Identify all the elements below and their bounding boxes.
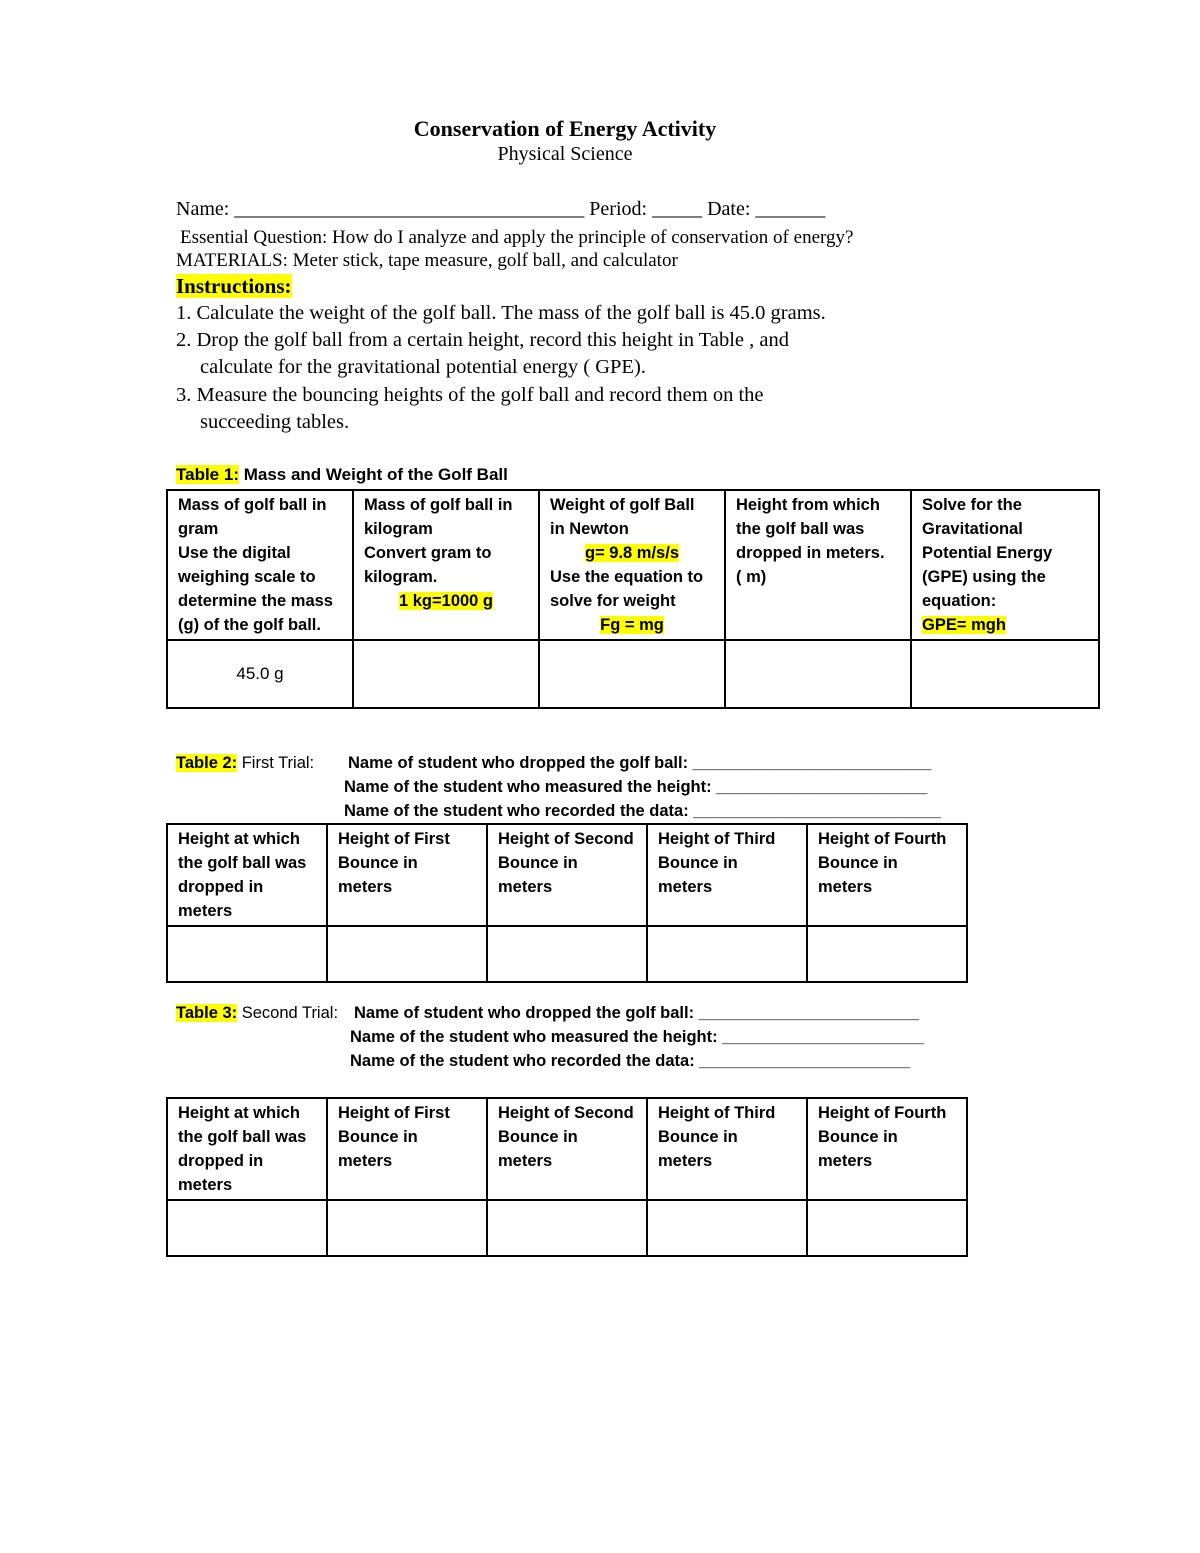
table2-trial: First Trial: <box>237 754 315 772</box>
weight-equation-highlight: Fg = mg <box>600 616 664 634</box>
table3-cell-first-bounce[interactable] <box>327 1200 487 1256</box>
instruction-step-3: 3. Measure the bouncing heights of the golf ball and record them on the <box>176 384 764 406</box>
table3-trial: Second Trial: <box>237 1004 339 1022</box>
materials: MATERIALS: Meter stick, tape measure, golf ball, and calculator <box>176 250 678 271</box>
table1-cell-height[interactable] <box>725 640 911 708</box>
table3-data-row <box>167 1200 967 1256</box>
instruction-step-1: 1. Calculate the weight of the golf ball. The mass of the golf ball is 45.0 grams. <box>176 302 826 324</box>
table2-data-row <box>167 926 967 982</box>
table2-header-drop-height: Height at which the golf ball was dropped in meters <box>167 824 327 926</box>
table3-cell-third-bounce[interactable] <box>647 1200 807 1256</box>
instruction-step-2: 2. Drop the golf ball from a certain height, record this height in Table , and <box>176 329 790 351</box>
table1-header-weight: Weight of golf Ball in Newton g= 9.8 m/s/s Use the equation to solve for weight Fg = mg <box>539 490 725 640</box>
table1-title: Mass and Weight of the Golf Ball <box>238 465 508 484</box>
table1-header-row <box>167 490 1099 640</box>
table3-header-first-bounce: Height of First Bounce in meters <box>327 1098 487 1200</box>
table1-label: Table 1: <box>176 465 239 484</box>
table3-cell-drop-height[interactable] <box>167 1200 327 1256</box>
gravity-highlight: g= 9.8 m/s/s <box>584 544 679 562</box>
table1-header-height: Height from which the golf ball was dropped in meters. ( m) <box>725 490 911 640</box>
conversion-highlight: 1 kg=1000 g <box>398 592 494 610</box>
table1-header-mass-gram: Mass of golf ball in gram Use the digital weighing scale to determine the mass (g) of the golf ball. <box>167 490 353 640</box>
table1-cell-gpe[interactable] <box>911 640 1099 708</box>
page-subtitle: Physical Science <box>497 143 633 165</box>
instruction-step-3-cont: succeeding tables. <box>200 411 350 433</box>
table2-header-fourth-bounce: Height of Fourth Bounce in meters <box>807 824 967 926</box>
table2 <box>166 823 968 983</box>
table2-measured-by: Name of the student who measured the height: _______________________ <box>344 778 928 796</box>
table1-header-mass-kg: Mass of golf ball in kilogram Convert gram to kilogram. 1 kg=1000 g <box>353 490 539 640</box>
table3-header-third-bounce: Height of Third Bounce in meters <box>647 1098 807 1200</box>
gpe-equation-highlight: GPE= mgh <box>922 616 1006 634</box>
table2-cell-third-bounce[interactable] <box>647 926 807 982</box>
table2-cell-drop-height[interactable] <box>167 926 327 982</box>
table3-measured-by: Name of the student who measured the height: ______________________ <box>350 1028 925 1046</box>
table3-label: Table 3: <box>176 1004 238 1022</box>
table2-cell-fourth-bounce[interactable] <box>807 926 967 982</box>
table1-data-row <box>167 640 1099 708</box>
table1-header-gpe: Solve for the Gravitational Potential Energy (GPE) using the equation: GPE= mgh <box>911 490 1099 640</box>
table3 <box>166 1097 968 1257</box>
table2-dropped-by: Name of student who dropped the golf ball: __________________________ <box>348 754 932 772</box>
table2-header-third-bounce: Height of Third Bounce in meters <box>647 824 807 926</box>
table2-recorded-by: Name of the student who recorded the data: ___________________________ <box>344 802 942 820</box>
table1-mass-value: 45.0 g <box>167 640 353 708</box>
table3-cell-second-bounce[interactable] <box>487 1200 647 1256</box>
table3-header-row <box>167 1098 967 1200</box>
page-title: Conservation of Energy Activity <box>413 116 717 141</box>
instruction-step-2-cont: calculate for the gravitational potential energy ( GPE). <box>200 356 646 378</box>
table3-header-drop-height: Height at which the golf ball was dropped in meters <box>167 1098 327 1200</box>
instructions-heading: Instructions: <box>176 274 292 298</box>
table2-header-row <box>167 824 967 926</box>
table1 <box>166 489 1100 709</box>
table2-label: Table 2: <box>176 754 238 772</box>
table2-cell-second-bounce[interactable] <box>487 926 647 982</box>
table3-cell-fourth-bounce[interactable] <box>807 1200 967 1256</box>
table3-header-fourth-bounce: Height of Fourth Bounce in meters <box>807 1098 967 1200</box>
table2-header-second-bounce: Height of Second Bounce in meters <box>487 824 647 926</box>
name-period-date-line: Name: ___________________________________ Period: _____ Date: _______ <box>176 198 826 220</box>
table2-caption <box>176 754 314 773</box>
table1-cell-mass-kg[interactable] <box>353 640 539 708</box>
table1-caption <box>176 465 508 485</box>
table1-cell-weight[interactable] <box>539 640 725 708</box>
table3-dropped-by: Name of student who dropped the golf ball: ________________________ <box>354 1004 919 1022</box>
table3-caption <box>176 1004 338 1023</box>
essential-question: Essential Question: How do I analyze and apply the principle of conservation of energy? <box>180 227 854 248</box>
table2-cell-first-bounce[interactable] <box>327 926 487 982</box>
table3-header-second-bounce: Height of Second Bounce in meters <box>487 1098 647 1200</box>
table3-recorded-by: Name of the student who recorded the data: _______________________ <box>350 1052 911 1070</box>
table2-header-first-bounce: Height of First Bounce in meters <box>327 824 487 926</box>
